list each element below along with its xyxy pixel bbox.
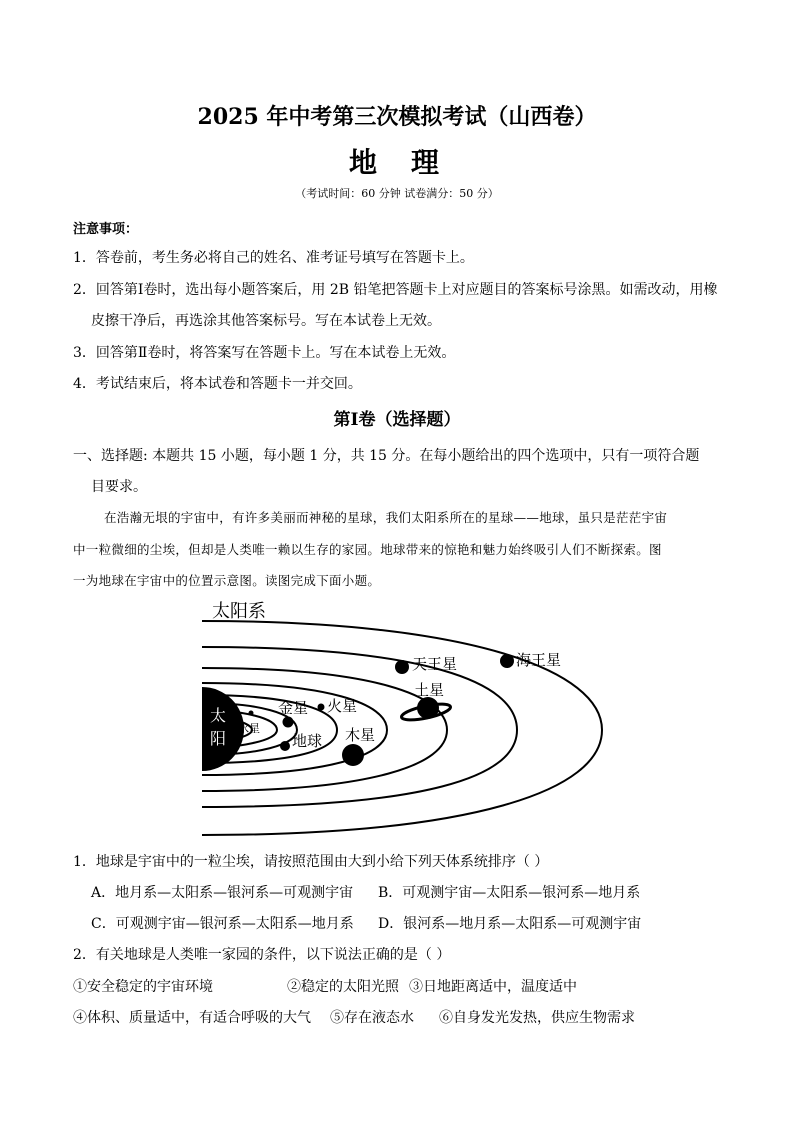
planet-label-mercury: 水星 [238,722,260,735]
exam-info: （考试时间：60 分钟 试卷满分：50 分） [295,187,499,200]
solar-system-diagram [202,595,612,840]
sun-label: 太 [210,706,227,725]
venus [283,717,294,728]
planet-label-jupiter: 木星 [345,726,376,744]
notice-item: 4．考试结束后，将本试卷和答题卡一并交回。 [73,376,362,392]
statement-2: ②稳定的太阳光照 [287,979,399,995]
sun-label: 阳 [210,729,227,748]
statement-1: ①安全稳定的宇宙环境 [73,979,213,995]
option-b: B．可观测宇宙—太阳系—银河系—地月系 [378,885,641,901]
subject-title: 地 理 [348,146,446,179]
section-instruction-continued: 目要求。 [91,479,147,495]
earth [280,741,290,751]
planet-label-neptune: 海王星 [516,651,562,669]
option-d: D．银河系—地月系—太阳系—可观测宇宙 [378,916,642,932]
passage-line: 在浩瀚无垠的宇宙中，有许多美丽而神秘的星球，我们太阳系所在的星球——地球，虽只是茫茫宇宙 [104,510,668,525]
section-title: 第Ⅰ卷（选择题） [333,410,461,430]
jupiter [342,744,364,766]
mars [318,704,325,711]
question-stem: 1．地球是宇宙中的一粒尘埃，请按照范围由大到小给下列天体系统排序（ ） [73,854,549,870]
statement-5: ⑤存在液态水 [330,1010,414,1026]
neptune [500,654,514,668]
exam-title: 2025 年中考第三次模拟考试（山西卷） [197,104,597,130]
statement-4: ④体积、质量适中，有适合呼吸的大气 [73,1010,311,1026]
option-a: A．地月系—太阳系—银河系—可观测宇宙 [91,885,354,901]
notice-item-continued: 皮擦干净后，再选涂其他答案标号。写在本试卷上无效。 [91,313,441,329]
passage-line: 一为地球在宇宙中的位置示意图。读图完成下面小题。 [73,573,381,588]
notice-item: 1．答卷前，考生务必将自己的姓名、准考证号填写在答题卡上。 [73,250,474,266]
section-instruction: 一、选择题: 本题共 15 小题，每小题 1 分，共 15 分。在每小题给出的四个选项中，只有一项符合题 [73,448,700,464]
question-stem: 2．有关地球是人类唯一家园的条件，以下说法正确的是（ ） [73,947,451,963]
uranus [395,660,409,674]
diagram-caption: 太阳系 [212,601,266,622]
planet-label-mars: 火星 [327,697,358,715]
planet-label-saturn: 土星 [414,681,445,699]
notice-item: 3．回答第Ⅱ卷时，将答案写在答题卡上。写在本试卷上无效。 [73,345,456,361]
statement-6: ⑥自身发光发热，供应生物需求 [439,1010,635,1026]
mercury [249,711,254,716]
option-c: C．可观测宇宙—银河系—太阳系—地月系 [91,916,354,932]
planet-label-earth: 地球 [292,732,323,750]
statement-3: ③日地距离适中，温度适中 [409,979,577,995]
planet-label-venus: 金星 [278,699,309,717]
passage-line: 中一粒微细的尘埃，但却是人类唯一赖以生存的家园。地球带来的惊艳和魅力始终吸引人们不断探索。图 [73,542,662,557]
notice-item: 2．回答第Ⅰ卷时，选出每小题答案后，用 2B 铅笔把答题卡上对应题目的答案标号涂黑。如需改动，用橡 [73,282,718,298]
notice-heading: 注意事项： [73,222,139,237]
planet-label-uranus: 天王星 [412,655,458,673]
